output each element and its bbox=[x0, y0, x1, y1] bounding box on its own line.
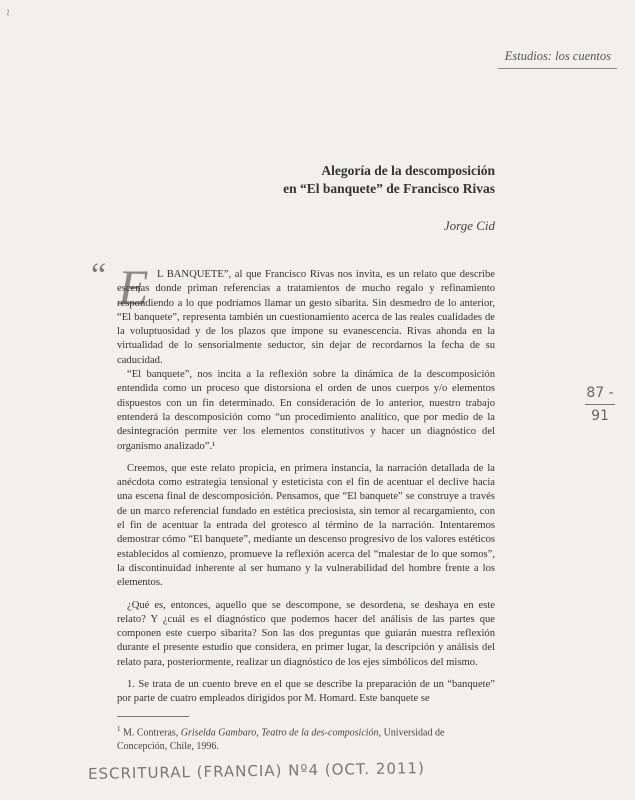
article-body bbox=[117, 268, 495, 707]
page-range-end: 91 bbox=[585, 404, 615, 427]
footnote-mark: 1 bbox=[117, 725, 121, 733]
footnote-text-before: M. Contreras, bbox=[120, 727, 181, 739]
paragraph-1 bbox=[117, 268, 495, 368]
page-range-start: 87 - bbox=[586, 385, 614, 401]
handwritten-page-range bbox=[585, 382, 615, 427]
title-line-1: Alegoría de la descomposición bbox=[321, 163, 495, 178]
footnote-rule bbox=[117, 716, 189, 717]
drop-cap: E bbox=[118, 259, 149, 315]
running-head: Estudios: los cuentos bbox=[504, 49, 611, 63]
paragraph-5: 1. Se trata de un cuento breve en el que se describe la preparación de un “banquete” por parte de cuatro empleados dirigidos por M. Homard. Este banquete se bbox=[117, 679, 495, 705]
author-name: Jorge Cid bbox=[443, 218, 495, 233]
corner-mark: ≀ bbox=[6, 7, 11, 19]
paragraph-2: “El banquete”, nos incita a la reflexión sobre la dinámica de la descomposición entendida como un proceso que distorsiona el orden de unos cuerpos y/o elementos dispuestos con un fin determinado. En consideración de lo anterior, nuestro trabajo entenderá la descomposición como “un procedimiento analítico, que por medio de la desintegración permite ver los elementos constitutivos y hacer un diagnóstico del organismo analizado”.¹ bbox=[117, 369, 495, 452]
paragraph-3: Creemos, que este relato propicia, en primera instancia, la narración detallada de la anécdota como estrategia tensional y esteticista con el fin de acentuar el declive hacia una escena final de descomposición. Pensamos, que “El banquete” se construye a través de un marco referencial fundado en estética preciosista, sin temor al recargamiento, con el fin de acentuar la entrada del grotesco al término de la narración. Intentaremos demostrar cómo “El banquete”, mediante un descenso progresivo de los valores estéticos establecidos al comienzo, promueve la reflexión acerca del “malestar de lo que somos”, la discontinuidad inherente al ser humano y la vulnerabilidad del hombre frente a los elementos. bbox=[117, 462, 495, 589]
article-title bbox=[240, 162, 495, 198]
paragraph-4: ¿Qué es, entonces, aquello que se descompone, se desordena, se deshaya en este relato? Y ¿cuál es el diagnóstico que podemos hacer del análisis de las partes que componen este cuerpo sibarita? Son las dos preguntas que guiarán nuestra reflexión durante el presente estudio que considera, en primer lugar, la descripción y análisis del relato para, posteriormente, realizar un diagnóstico de los ejes simbólicos del mismo. bbox=[117, 599, 495, 668]
footnote bbox=[117, 722, 495, 754]
title-line-2: en “El banquete” de Francisco Rivas bbox=[283, 181, 495, 196]
footnote-book-title: Griselda Gambaro, Teatro de la des-composición bbox=[180, 727, 379, 739]
handwritten-source-note: ESCRITURAL (FRANCIA) Nº4 (OCT. 2011) bbox=[87, 759, 426, 783]
footnote-text-after: , Universidad de Concepción, Chile, 1996. bbox=[117, 727, 445, 753]
header-rule bbox=[498, 68, 617, 69]
paragraph-1-lead: L BANQUETE”, bbox=[157, 269, 232, 280]
paragraph-1-text: al que Francisco Rivas nos invita, es un relato que describe escenas donde priman referencias a tratamientos de mucho regalo y refinamiento respondiendo a lo que podríamos llamar un gesto sibarita. Sin desmedro de lo anterior, “El banquete”, representa también un cuestionamiento acerca de las reales cualidades de la voluptuosidad y de los plazos que impone su evanescencia. Rivas ahonda en la virtualidad de lo sensorialmente seductor, sin dejar de recordarnos la fecha de su caducidad. bbox=[117, 269, 495, 366]
opening-quote-mark: “ bbox=[91, 257, 107, 294]
